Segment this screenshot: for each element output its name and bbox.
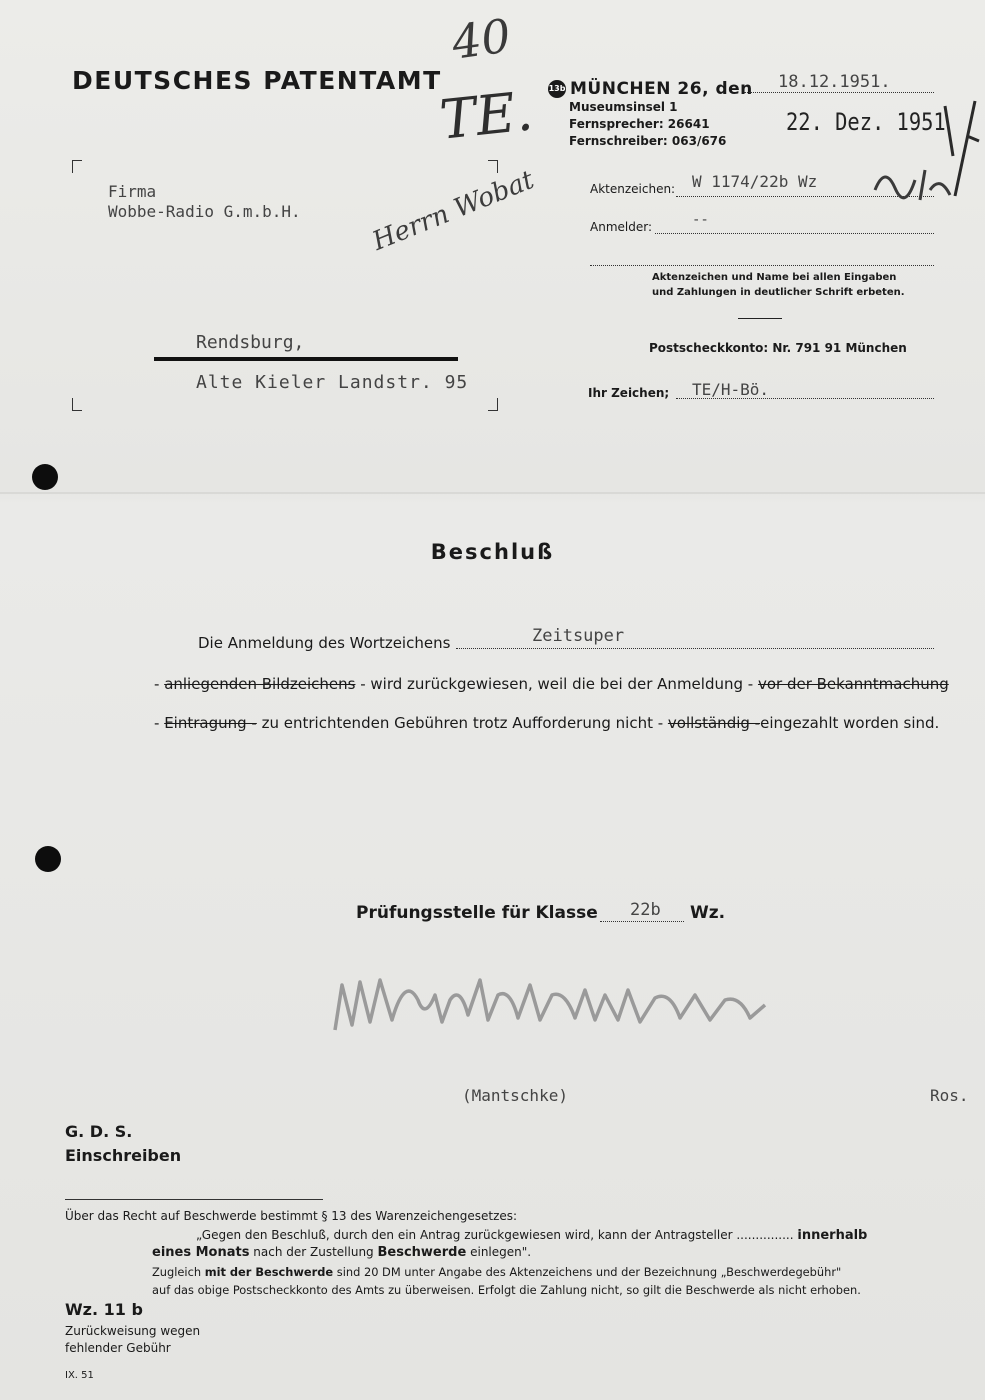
handwritten-initials: TE. <box>436 79 536 152</box>
legal-line5: auf das obige Postscheckkonto des Amts zu überweisen. Erfolgt die Zahlung nicht, so gilt die Beschwerde als nicht erhoben. <box>152 1283 861 1297</box>
body-text: zu entrichtenden Gebühren trotz Aufforderung nicht - <box>256 714 668 732</box>
legal-emphasis: Beschwerde <box>377 1245 467 1260</box>
body-line2 <box>154 675 949 693</box>
legal-line1: Über das Recht auf Beschwerde bestimmt § 13 des Warenzeichengesetzes: <box>65 1209 518 1223</box>
struck-text: Eintragung - <box>164 714 257 732</box>
note-line2: und Zahlungen in deutlicher Schrift erbeten. <box>652 287 905 298</box>
body-dash: - <box>154 714 165 732</box>
legal-emphasis: eines Monats <box>152 1245 250 1260</box>
ihr-zeichen-value: TE/H-Bö. <box>692 380 770 399</box>
legal-text: „Gegen den Beschluß, durch den ein Antrag zurückgewiesen wird, kann der Antragsteller ............... <box>196 1228 798 1242</box>
form-code: Wz. 11 b <box>65 1300 143 1319</box>
pruefstelle-label: Prüfungsstelle für Klasse <box>356 903 598 923</box>
klasse-line <box>600 921 684 922</box>
telex-line: Fernschreiber: 063/676 <box>569 134 727 148</box>
letter-date: 18.12.1951. <box>778 72 891 92</box>
body-text: eingezahlt worden sind. <box>760 714 940 732</box>
wortzeichen-value: Zeitsuper <box>532 626 625 646</box>
aktenzeichen-label: Aktenzeichen: <box>590 182 676 196</box>
einschreiben-label: Einschreiben <box>65 1146 182 1165</box>
punch-hole <box>35 846 61 872</box>
date-line <box>744 92 934 93</box>
received-stamp: 22. Dez. 1951 <box>786 108 946 136</box>
addressee-line1: Firma <box>108 182 157 201</box>
signature-icon <box>330 960 780 1040</box>
legal-text: sind 20 DM unter Angabe des Aktenzeichens und der Bezeichnung „Beschwerdegebühr" <box>333 1265 842 1279</box>
ihr-zeichen-label: Ihr Zeichen; <box>588 386 670 400</box>
legal-line4 <box>152 1265 841 1279</box>
note-line1: Aktenzeichen und Name bei allen Eingaben <box>652 272 897 283</box>
handwritten-note: Herrn Wobat <box>368 164 539 257</box>
typist-initials: Ros. <box>930 1086 969 1105</box>
postscheck-account: Postscheckkonto: Nr. 791 91 München <box>649 341 907 355</box>
anmelder-line <box>655 233 934 234</box>
form-description: Zurückweisung wegen <box>65 1324 201 1338</box>
struck-text: vollständig - <box>667 714 761 732</box>
window-corner-mark <box>72 160 82 173</box>
legal-emphasis: mit der Beschwerde <box>204 1265 334 1279</box>
addressee-company: Wobbe-Radio G.m.b.H. <box>108 202 301 221</box>
fold-crease <box>0 492 985 494</box>
addressee-street: Alte Kieler Landstr. 95 <box>196 372 469 393</box>
legal-line3 <box>152 1245 531 1260</box>
signer-name: (Mantschke) <box>462 1086 568 1105</box>
addressee-city: Rendsburg, <box>196 332 305 353</box>
aktenzeichen-value: W 1174/22b Wz <box>692 172 818 191</box>
klasse-suffix: Wz. <box>690 903 726 923</box>
postal-district-badge: 13b <box>548 80 566 98</box>
struck-text: anliegenden Bildzeichens <box>164 675 356 693</box>
window-corner-mark <box>72 398 82 411</box>
wortzeichen-line <box>456 648 934 649</box>
legal-line2 <box>196 1228 867 1243</box>
body-line3 <box>154 714 939 732</box>
gds-label: G. D. S. <box>65 1122 133 1141</box>
short-rule <box>738 318 782 319</box>
form-description: fehlender Gebühr <box>65 1341 171 1355</box>
footer-rule <box>65 1199 323 1200</box>
window-corner-mark <box>488 160 498 173</box>
anmelder-value: -- <box>692 212 709 228</box>
legal-text: nach der Zustellung <box>249 1245 378 1259</box>
struck-text: vor der Bekanntmachung <box>757 675 949 693</box>
anmelder-label: Anmelder: <box>590 220 652 234</box>
address-line: Museumsinsel 1 <box>569 100 678 114</box>
window-corner-mark <box>488 398 498 411</box>
form-edition: IX. 51 <box>65 1370 94 1381</box>
punch-hole <box>32 464 58 490</box>
city-label: MÜNCHEN 26, den <box>570 79 753 99</box>
underline-rule <box>154 357 458 361</box>
body-line1-prefix: Die Anmeldung des Wortzeichens <box>198 634 451 652</box>
handwritten-number: 40 <box>448 8 515 70</box>
phone-line: Fernsprecher: 26641 <box>569 117 710 131</box>
office-title: DEUTSCHES PATENTAMT <box>72 66 442 95</box>
legal-emphasis: innerhalb <box>797 1228 868 1243</box>
anmelder-line2 <box>590 265 934 266</box>
legal-text: einlegen". <box>466 1245 532 1259</box>
body-dash: - <box>154 675 165 693</box>
decision-title: Beschluß <box>430 540 555 564</box>
handwritten-scribble-icon <box>870 160 960 210</box>
legal-text: Zugleich <box>152 1265 205 1279</box>
body-text: - wird zurückgewiesen, weil die bei der Anmeldung - <box>355 675 758 693</box>
klasse-value: 22b <box>630 900 661 920</box>
